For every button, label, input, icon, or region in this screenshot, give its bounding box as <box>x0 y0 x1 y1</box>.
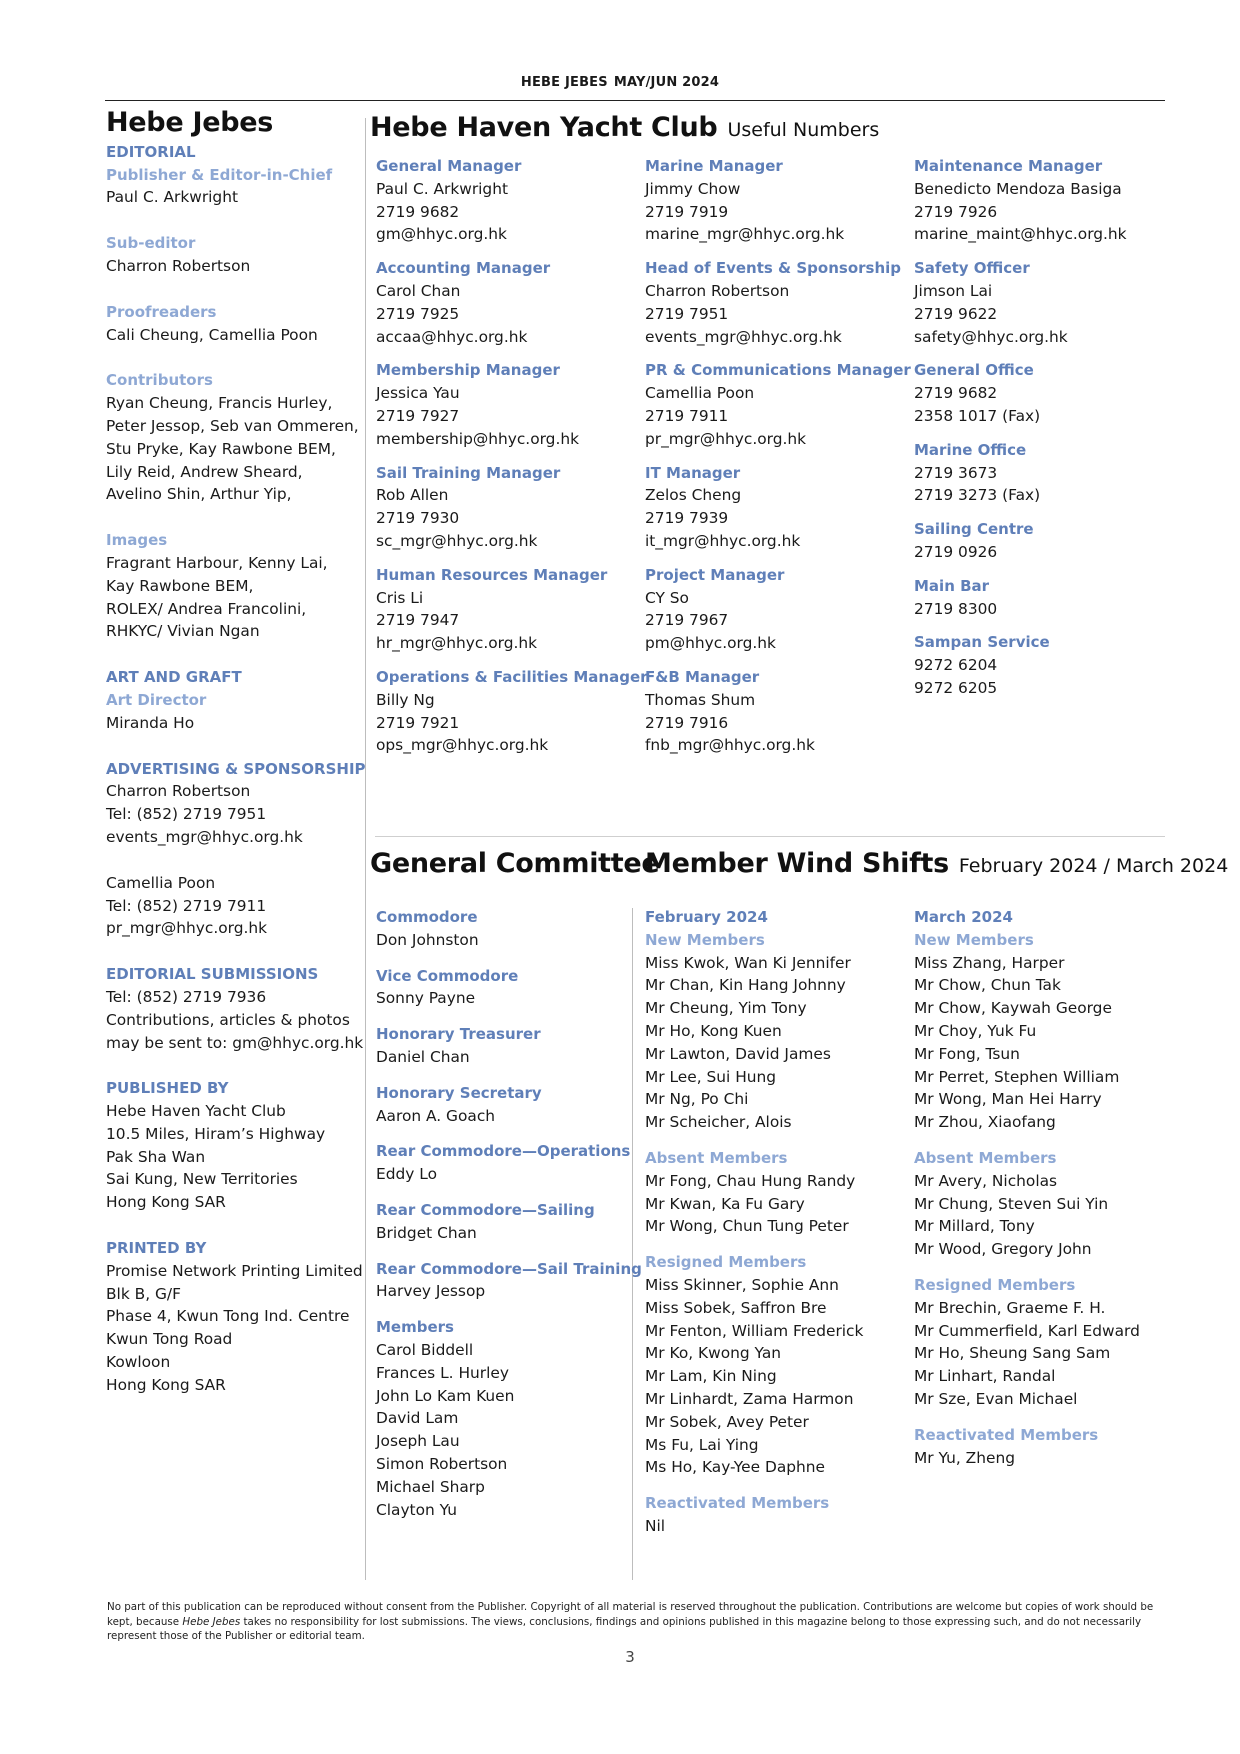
block-line: Mr Sobek, Avey Peter <box>645 1412 809 1431</box>
advertising-line: Charron Robertson <box>106 782 251 801</box>
block-line: gm@hhyc.org.hk <box>376 225 507 244</box>
submissions-line: may be sent to: gm@hhyc.org.hk <box>106 1033 364 1052</box>
block-label: New Members <box>645 930 765 949</box>
block-label: Project Manager <box>645 565 785 584</box>
block-label: Resigned Members <box>914 1275 1076 1294</box>
info-block <box>376 666 648 757</box>
block-line: 2358 1017 (Fax) <box>914 406 1041 425</box>
published-line: Hebe Haven Yacht Club <box>106 1102 286 1121</box>
useful-column-3 <box>914 155 1164 711</box>
block-label: Absent Members <box>645 1148 788 1167</box>
info-block <box>376 1199 626 1245</box>
block-line: Eddy Lo <box>376 1165 437 1184</box>
block-label: New Members <box>914 930 1034 949</box>
printed-line: Kowloon <box>106 1353 171 1372</box>
block-line: 2719 7919 <box>645 202 729 221</box>
block-line: Mr Scheicher, Alois <box>645 1113 792 1132</box>
art-director-name: Miranda Ho <box>106 713 195 732</box>
useful-column-2 <box>645 155 910 768</box>
contributors-line: Avelino Shin, Arthur Yip, <box>106 485 292 504</box>
block-label: Operations & Facilities Manager <box>376 667 648 686</box>
block-line: Mr Fong, Chau Hung Randy <box>645 1171 856 1190</box>
info-block <box>914 929 1164 1134</box>
block-line: Mr Wood, Gregory John <box>914 1240 1092 1259</box>
info-block <box>914 1274 1164 1411</box>
march-column <box>914 906 1164 1482</box>
block-line: events_mgr@hhyc.org.hk <box>645 327 842 346</box>
block-line: Mr Brechin, Graeme F. H. <box>914 1298 1106 1317</box>
block-line: CY So <box>645 588 689 607</box>
info-block <box>914 1147 1164 1261</box>
block-label: Commodore <box>376 908 478 926</box>
block-line: Mr Chow, Chun Tak <box>914 976 1061 995</box>
block-label: Accounting Manager <box>376 259 551 278</box>
info-block <box>914 631 1164 699</box>
block-line: Mr Wong, Man Hei Harry <box>914 1090 1102 1109</box>
block-line: 2719 3673 <box>914 463 998 482</box>
block-label: PR & Communications Manager <box>645 361 911 380</box>
submissions-line: Contributions, articles & photos <box>106 1010 350 1029</box>
block-line: Billy Ng <box>376 690 435 709</box>
issue-date: MAY/JUN 2024 <box>613 75 720 90</box>
block-line: Mr Wong, Chun Tung Peter <box>645 1217 849 1236</box>
block-line: Mr Chow, Kaywah George <box>914 999 1112 1018</box>
block-label: Rear Commodore—Operations <box>376 1142 631 1161</box>
info-block <box>914 257 1164 348</box>
printed-line: Blk B, G/F <box>106 1284 181 1303</box>
block-line: 2719 7927 <box>376 406 460 425</box>
info-block <box>914 359 1164 427</box>
publisher-label: Publisher & Editor-in-Chief <box>106 165 333 184</box>
block-line: John Lo Kam Kuen <box>376 1386 515 1405</box>
block-line: Paul C. Arkwright <box>376 179 508 198</box>
block-line: marine_mgr@hhyc.org.hk <box>645 225 845 244</box>
block-line: marine_maint@hhyc.org.hk <box>914 225 1127 244</box>
block-label: Reactivated Members <box>645 1494 830 1513</box>
committee-title: General Committee <box>370 848 660 879</box>
block-label: Head of Events & Sponsorship <box>645 259 902 278</box>
block-line: Benedicto Mendoza Basiga <box>914 179 1122 198</box>
windshifts-subtitle: February 2024 / March 2024 <box>958 855 1229 877</box>
block-line: 2719 7916 <box>645 713 729 732</box>
block-line: 9272 6204 <box>914 656 998 675</box>
block-label: IT Manager <box>645 463 741 482</box>
committee-divider <box>632 908 633 1580</box>
info-block <box>376 564 641 655</box>
block-label: General Manager <box>376 157 522 175</box>
block-label: Sail Training Manager <box>376 463 561 482</box>
advertising-line: Tel: (852) 2719 7951 <box>106 805 267 824</box>
advertising-line: events_mgr@hhyc.org.hk <box>106 827 303 846</box>
block-line: Don Johnston <box>376 930 479 949</box>
block-line: sc_mgr@hhyc.org.hk <box>376 531 538 550</box>
block-line: fnb_mgr@hhyc.org.hk <box>645 736 815 755</box>
block-line: Sonny Payne <box>376 989 476 1008</box>
block-line: 2719 8300 <box>914 599 998 618</box>
block-line: Mr Ho, Kong Kuen <box>645 1021 782 1040</box>
block-line: 2719 7967 <box>645 611 729 630</box>
committee-list <box>376 906 642 1534</box>
block-label: Marine Manager <box>645 157 783 175</box>
useful-numbers-heading <box>370 112 879 143</box>
block-line: Mr Ng, Po Chi <box>645 1090 749 1109</box>
block-line: Mr Cummerfield, Karl Edward <box>914 1321 1140 1340</box>
block-line: 2719 7930 <box>376 509 460 528</box>
info-block <box>645 1492 910 1538</box>
info-block <box>376 1082 626 1128</box>
block-line: Ms Fu, Lai Ying <box>645 1435 759 1454</box>
block-line: Mr Chung, Steven Sui Yin <box>914 1194 1109 1213</box>
proofreaders-label: Proofreaders <box>106 302 217 321</box>
info-block <box>376 1316 626 1521</box>
block-line: Mr Avery, Nicholas <box>914 1171 1058 1190</box>
block-line: 2719 7925 <box>376 304 460 323</box>
copyright-text-1: No part of this publication can be reproduced without consent from the Publisher. Copyright of all material is reserved throughout the publication. Contributions are welcome but copies of work should be kept, because <box>107 1601 1154 1628</box>
info-block <box>376 257 641 348</box>
published-line: Pak Sha Wan <box>106 1147 206 1166</box>
info-block <box>645 666 910 757</box>
block-line: Mr Ho, Sheung Sang Sam <box>914 1344 1111 1363</box>
info-block <box>376 1023 626 1069</box>
editorial-label: EDITORIAL <box>106 142 196 161</box>
useful-numbers-subtitle: Useful Numbers <box>727 119 880 141</box>
info-block <box>645 1251 910 1479</box>
block-line: hr_mgr@hhyc.org.hk <box>376 634 538 653</box>
page-number: 3 <box>625 1648 635 1666</box>
info-block <box>645 462 910 553</box>
block-line: Mr Choy, Yuk Fu <box>914 1021 1037 1040</box>
block-line: 2719 9682 <box>376 202 460 221</box>
block-label: Main Bar <box>914 576 990 595</box>
block-line: Mr Zhou, Xiaofang <box>914 1113 1056 1132</box>
info-block <box>645 359 910 450</box>
publisher-name: Paul C. Arkwright <box>106 188 238 207</box>
block-line: 2719 7947 <box>376 611 460 630</box>
block-line: Miss Sobek, Saffron Bre <box>645 1298 827 1317</box>
info-block <box>914 518 1164 564</box>
block-line: Camellia Poon <box>645 384 755 403</box>
block-line: Jimson Lai <box>914 281 993 300</box>
block-line: Miss Kwok, Wan Ki Jennifer <box>645 953 851 972</box>
block-line: 2719 7911 <box>645 406 729 425</box>
art-director-label: Art Director <box>106 690 207 709</box>
published-line: Sai Kung, New Territories <box>106 1170 298 1189</box>
block-label: Honorary Treasurer <box>376 1025 541 1044</box>
february-groups <box>645 929 910 1538</box>
block-line: Clayton Yu <box>376 1500 458 1519</box>
block-label: Maintenance Manager <box>914 157 1103 175</box>
block-label: Safety Officer <box>914 259 1030 278</box>
block-line: Mr Sze, Evan Michael <box>914 1389 1078 1408</box>
february-column <box>645 906 910 1551</box>
windshifts-heading <box>645 848 1228 879</box>
block-line: Mr Fong, Tsun <box>914 1044 1020 1063</box>
images-line: RHKYC/ Vivian Ngan <box>106 622 260 641</box>
contributors-line: Peter Jessop, Seb van Ommeren, <box>106 416 359 435</box>
block-line: Mr Fenton, William Frederick <box>645 1321 864 1340</box>
block-line: Carol Chan <box>376 281 461 300</box>
block-line: Mr Kwan, Ka Fu Gary <box>645 1194 805 1213</box>
block-label: Members <box>376 1318 454 1337</box>
block-line: Carol Biddell <box>376 1340 474 1359</box>
block-line: Mr Lee, Sui Hung <box>645 1067 777 1086</box>
info-block <box>376 1258 642 1304</box>
images-line: Fragrant Harbour, Kenny Lai, <box>106 553 328 572</box>
images-line: ROLEX/ Andrea Francolini, <box>106 599 307 618</box>
committee-heading <box>370 848 659 879</box>
block-label: General Office <box>914 361 1034 380</box>
block-line: 2719 7921 <box>376 713 460 732</box>
contributors-label: Contributors <box>106 371 213 390</box>
block-line: pr_mgr@hhyc.org.hk <box>645 429 807 448</box>
block-line: it_mgr@hhyc.org.hk <box>645 531 801 550</box>
info-block <box>376 965 626 1011</box>
contributors-line: Ryan Cheung, Francis Hurley, <box>106 394 333 413</box>
block-line: Mr Perret, Stephen William <box>914 1067 1120 1086</box>
copyright-note <box>107 1600 1167 1644</box>
block-line: 9272 6205 <box>914 678 998 697</box>
block-line: Miss Zhang, Harper <box>914 953 1065 972</box>
submissions-label: EDITORIAL SUBMISSIONS <box>106 965 319 984</box>
info-block <box>645 257 910 348</box>
block-line: Mr Cheung, Yim Tony <box>645 999 807 1018</box>
info-block <box>376 155 641 246</box>
block-line: 2719 3273 (Fax) <box>914 486 1041 505</box>
info-block <box>914 439 1164 507</box>
block-line: Mr Ko, Kwong Yan <box>645 1344 782 1363</box>
block-label: Resigned Members <box>645 1253 807 1272</box>
block-line: Mr Millard, Tony <box>914 1217 1035 1236</box>
block-line: Bridget Chan <box>376 1223 477 1242</box>
contributors-line: Stu Pryke, Kay Rawbone BEM, <box>106 439 336 458</box>
block-line: Harvey Jessop <box>376 1282 486 1301</box>
block-line: accaa@hhyc.org.hk <box>376 327 528 346</box>
block-line: 2719 0926 <box>914 542 998 561</box>
block-label: Rear Commodore—Sailing <box>376 1200 595 1219</box>
info-block <box>376 906 626 952</box>
published-line: Hong Kong SAR <box>106 1193 226 1212</box>
block-line: Cris Li <box>376 588 424 607</box>
magazine-name: HEBE JEBES <box>520 75 608 90</box>
running-header <box>0 75 1240 90</box>
windshifts-title: Member Wind Shifts <box>645 848 949 879</box>
copyright-text-2: takes no responsibility for lost submissions. The views, conclusions, findings and opinions published in this magazine belong to those expressing such, and do not necessarily represent those of the Publisher or editorial team. <box>107 1615 1142 1643</box>
masthead-divider <box>365 118 366 1580</box>
block-line: Simon Robertson <box>376 1454 508 1473</box>
masthead-title: Hebe Jebes <box>106 107 274 138</box>
block-label: Membership Manager <box>376 361 560 380</box>
block-line: Mr Lawton, David James <box>645 1044 831 1063</box>
info-block <box>376 359 641 450</box>
advertising-label: ADVERTISING & SPONSORSHIP <box>106 759 366 778</box>
block-line: Nil <box>645 1516 666 1535</box>
subeditor-label: Sub-editor <box>106 234 196 253</box>
block-line: Jessica Yau <box>376 384 460 403</box>
info-block <box>914 1424 1164 1470</box>
block-label: Vice Commodore <box>376 966 519 985</box>
info-block <box>645 564 910 655</box>
header-rule <box>105 100 1165 101</box>
block-line: David Lam <box>376 1409 459 1428</box>
block-line: Mr Linhart, Randal <box>914 1367 1056 1386</box>
block-label: Honorary Secretary <box>376 1083 542 1102</box>
block-line: 2719 7939 <box>645 509 729 528</box>
block-line: 2719 9622 <box>914 304 998 323</box>
block-line: Miss Skinner, Sophie Ann <box>645 1275 839 1294</box>
block-line: 2719 7951 <box>645 304 729 323</box>
block-label: Sampan Service <box>914 633 1050 652</box>
info-block <box>376 462 641 553</box>
block-line: Rob Allen <box>376 486 449 505</box>
info-block <box>376 1140 631 1186</box>
published-line: 10.5 Miles, Hiram’s Highway <box>106 1124 326 1143</box>
useful-column-1 <box>376 155 648 768</box>
block-label: Reactivated Members <box>914 1425 1099 1444</box>
block-label: Marine Office <box>914 440 1027 459</box>
printed-label: PRINTED BY <box>106 1239 207 1258</box>
block-line: membership@hhyc.org.hk <box>376 429 580 448</box>
info-block <box>645 155 910 246</box>
march-month: March 2024 <box>914 908 1013 926</box>
subeditor-name: Charron Robertson <box>106 256 251 275</box>
block-line: 2719 7926 <box>914 202 998 221</box>
block-line: Charron Robertson <box>645 281 790 300</box>
block-line: Mr Chan, Kin Hang Johnny <box>645 976 846 995</box>
block-line: Jimmy Chow <box>645 179 741 198</box>
info-block <box>914 575 1164 621</box>
art-label: ART AND GRAFT <box>106 668 242 687</box>
block-line: Frances L. Hurley <box>376 1363 509 1382</box>
contributors-line: Lily Reid, Andrew Sheard, <box>106 462 303 481</box>
printed-line: Phase 4, Kwun Tong Ind. Centre <box>106 1307 350 1326</box>
advertising-line: Camellia Poon <box>106 873 216 892</box>
march-groups <box>914 929 1164 1470</box>
printed-line: Kwun Tong Road <box>106 1330 233 1349</box>
club-title: Hebe Haven Yacht Club <box>370 112 718 143</box>
published-label: PUBLISHED BY <box>106 1079 229 1098</box>
block-line: Mr Linhardt, Zama Harmon <box>645 1389 854 1408</box>
block-line: Joseph Lau <box>376 1432 460 1451</box>
block-line: Zelos Cheng <box>645 486 742 505</box>
block-line: Daniel Chan <box>376 1047 470 1066</box>
block-line: 2719 9682 <box>914 384 998 403</box>
advertising-line: pr_mgr@hhyc.org.hk <box>106 919 268 938</box>
block-line: Thomas Shum <box>645 690 756 709</box>
block-line: ops_mgr@hhyc.org.hk <box>376 736 549 755</box>
block-label: F&B Manager <box>645 667 760 686</box>
block-label: Human Resources Manager <box>376 565 608 584</box>
block-line: safety@hhyc.org.hk <box>914 327 1068 346</box>
section-divider <box>375 836 1165 837</box>
info-block <box>914 155 1164 246</box>
images-line: Kay Rawbone BEM, <box>106 576 254 595</box>
block-label: Absent Members <box>914 1148 1057 1167</box>
block-line: Mr Lam, Kin Ning <box>645 1367 777 1386</box>
block-line: Ms Ho, Kay-Yee Daphne <box>645 1458 825 1477</box>
advertising-line: Tel: (852) 2719 7911 <box>106 896 267 915</box>
block-line: pm@hhyc.org.hk <box>645 634 776 653</box>
printed-line: Hong Kong SAR <box>106 1375 226 1394</box>
copyright-magazine-name: Hebe Jebes <box>182 1615 241 1628</box>
images-label: Images <box>106 531 168 550</box>
block-line: Mr Yu, Zheng <box>914 1448 1015 1467</box>
info-block <box>645 929 910 1134</box>
proofreaders-names: Cali Cheung, Camellia Poon <box>106 325 318 344</box>
printed-line: Promise Network Printing Limited <box>106 1261 363 1280</box>
february-month: February 2024 <box>645 908 768 926</box>
submissions-line: Tel: (852) 2719 7936 <box>106 987 267 1006</box>
info-block <box>645 1147 910 1238</box>
block-label: Rear Commodore—Sail Training <box>376 1259 642 1278</box>
block-label: Sailing Centre <box>914 520 1034 539</box>
masthead <box>106 107 366 1420</box>
block-line: Michael Sharp <box>376 1477 485 1496</box>
block-line: Aaron A. Goach <box>376 1106 496 1125</box>
